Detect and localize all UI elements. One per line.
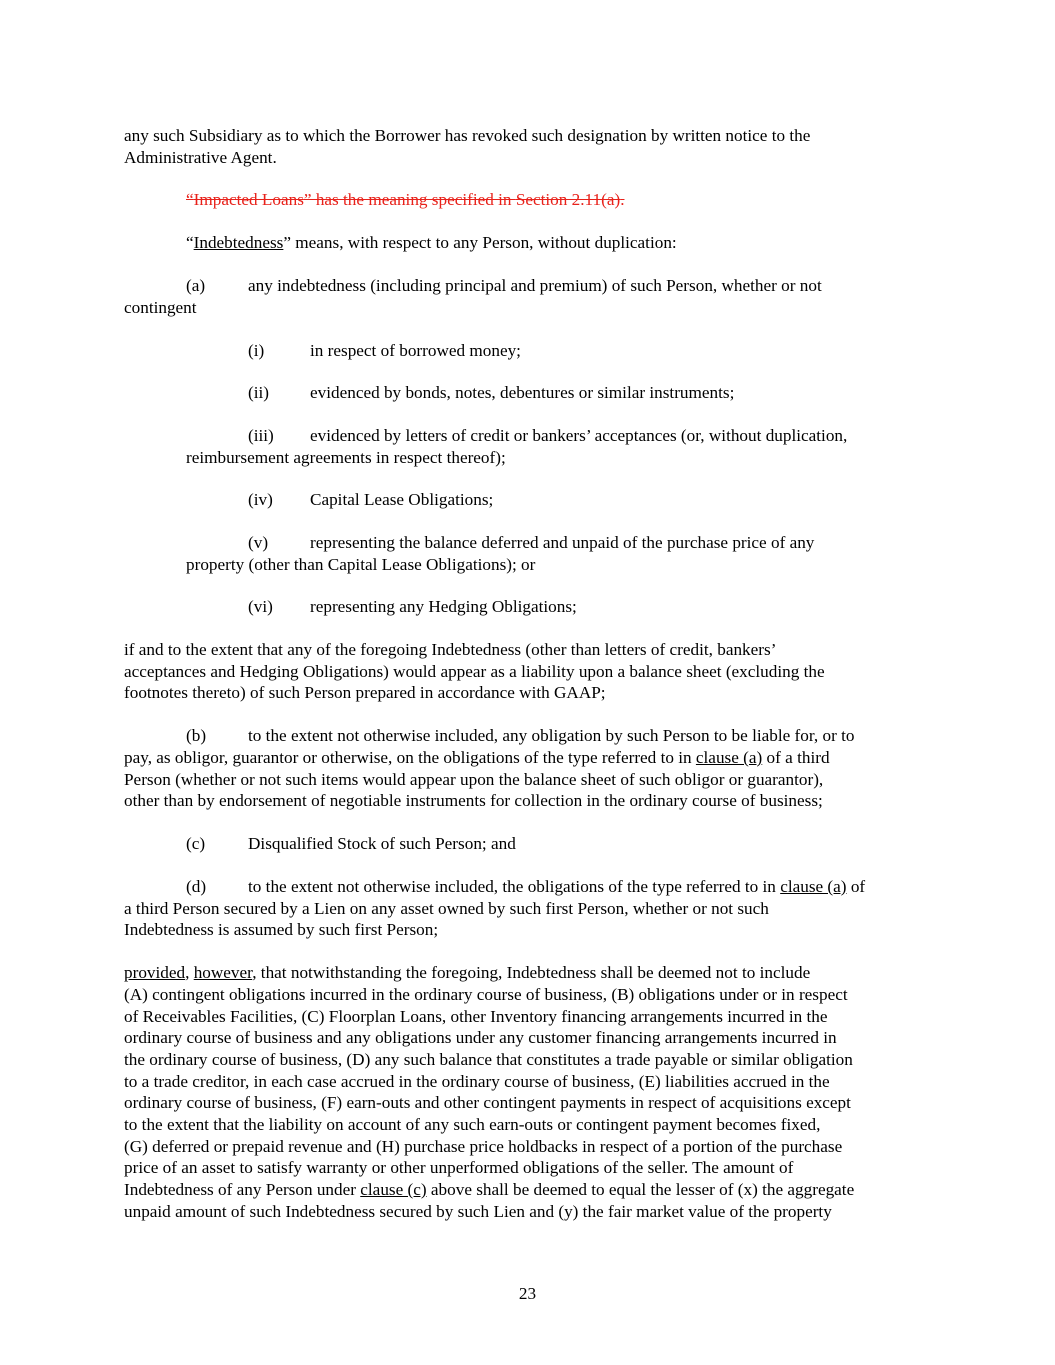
however-term: however [193,963,253,982]
proviso-line [124,962,810,984]
clause-b-text: other than by endorsement of negotiable instruments for collection in the ordinary course of business; [124,791,823,810]
subclause-vi-text: representing any Hedging Obligations; [310,597,577,616]
clause-d-text: Indebtedness is assumed by such first Person; [124,920,439,939]
proviso-line: unpaid amount of such Indebtedness secured by such Lien and (y) the fair market value of the property [124,1202,832,1221]
subclause-iii-text: evidenced by letters of credit or bankers’ acceptances (or, without duplication, [310,426,848,445]
subclause-iv-text: Capital Lease Obligations; [310,490,494,509]
clause-d-text-part: to the extent not otherwise included, the obligations of the type referred to in [248,877,781,896]
proviso-text: above shall be deemed to equal the lesser of (x) the aggregate [426,1180,855,1199]
subclause-v-label: (v) [248,533,269,552]
subclause-v-text: property (other than Capital Lease Obligations); or [186,555,536,574]
subclause-iv-label: (iv) [248,490,273,509]
impacted-loans-definition-deleted [186,189,624,211]
proviso-line: of Receivables Facilities, (C) Floorplan Loans, other Inventory financing arrangements incurred in the [124,1007,828,1026]
clause-a-text: contingent [124,298,197,317]
subclause-iii-label: (iii) [248,426,274,445]
subclause-i-label: (i) [248,341,265,360]
indebtedness-definition [186,232,677,254]
provided-term: provided [124,963,186,982]
clause-c-label: (c) [186,834,206,853]
clause-b-text [124,747,830,769]
proviso-line: (A) contingent obligations incurred in the ordinary course of business, (B) obligations under or in respect [124,985,848,1004]
clause-b-label: (b) [186,726,207,745]
subclause-iii-text: reimbursement agreements in respect thereof); [186,448,506,467]
proviso-line [124,1179,854,1201]
subclause-vi-label: (vi) [248,597,273,616]
clause-a-reference-link[interactable]: clause (a) [695,748,763,767]
foregoing-paragraph-line: if and to the extent that any of the foregoing Indebtedness (other than letters of credit, bankers’ [124,640,777,659]
proviso-line: to a trade creditor, in each case accrued in the ordinary course of business, (E) liabilities accrued in the [124,1072,830,1091]
proviso-line: to the extent that the liability on account of any such earn-outs or contingent payment becomes fixed, [124,1115,821,1134]
definition-text: ” means, with respect to any Person, without duplication: [283,233,677,252]
clause-b-text: to the extent not otherwise included, any obligation by such Person to be liable for, or to [248,726,855,745]
subclause-ii-label: (ii) [248,383,269,402]
proviso-text: Indebtedness of any Person under [124,1180,361,1199]
clause-b-text: Person (whether or not such items would appear upon the balance sheet of such obligor or guarantor), [124,770,824,789]
clause-a-reference-link[interactable]: clause (a) [780,877,847,896]
clause-a-text: any indebtedness (including principal and premium) of such Person, whether or not [248,276,822,295]
proviso-line: the ordinary course of business, (D) any such balance that constitutes a trade payable or similar obligation [124,1050,853,1069]
proviso-line: price of an asset to satisfy warranty or other unperformed obligations of the seller. The amount of [124,1158,794,1177]
open-quote: “ [186,233,194,252]
page-number: 23 [518,1284,537,1303]
open-quote: “ [186,190,194,209]
foregoing-paragraph-line: acceptances and Hedging Obligations) would appear as a liability upon a balance sheet (excluding the [124,662,825,681]
proviso-line: ordinary course of business and any obligations under any customer financing arrangements incurred in [124,1028,837,1047]
period: . [620,190,625,209]
comma: , [185,963,194,982]
section-reference-link[interactable]: Section 2.11(a) [515,190,621,209]
clause-c-reference-link[interactable]: clause (c) [360,1180,427,1199]
clause-d-text [248,876,865,898]
subclause-v-text: representing the balance deferred and unpaid of the purchase price of any [310,533,815,552]
clause-b-text-part: pay, as obligor, guarantor or otherwise, on the obligations of the type referred to in [124,748,696,767]
intro-line: Administrative Agent. [124,148,277,167]
subclause-ii-text: evidenced by bonds, notes, debentures or similar instruments; [310,383,735,402]
proviso-text: , that notwithstanding the foregoing, Indebtedness shall be deemed not to include [252,963,811,982]
clause-d-text-part: of [846,877,866,896]
indebtedness-term: Indebtedness [193,233,284,252]
foregoing-paragraph-line: footnotes thereto) of such Person prepared in accordance with GAAP; [124,683,606,702]
proviso-line: (G) deferred or prepaid revenue and (H) purchase price holdbacks in respect of a portion of the purchase [124,1137,843,1156]
clause-b-text-part: of a third [762,748,830,767]
impacted-loans-term: Impacted Loans [193,190,304,209]
intro-line: any such Subsidiary as to which the Borrower has revoked such designation by written notice to the [124,126,811,145]
definition-text: ” has the meaning specified in [303,190,516,209]
clause-c-text: Disqualified Stock of such Person; and [248,834,516,853]
subclause-i-text: in respect of borrowed money; [310,341,521,360]
clause-d-text: a third Person secured by a Lien on any asset owned by such first Person, whether or not such [124,899,769,918]
clause-d-label: (d) [186,877,207,896]
proviso-line: ordinary course of business, (F) earn-outs and other contingent payments in respect of acquisitions except [124,1093,851,1112]
clause-a-label: (a) [186,276,206,295]
